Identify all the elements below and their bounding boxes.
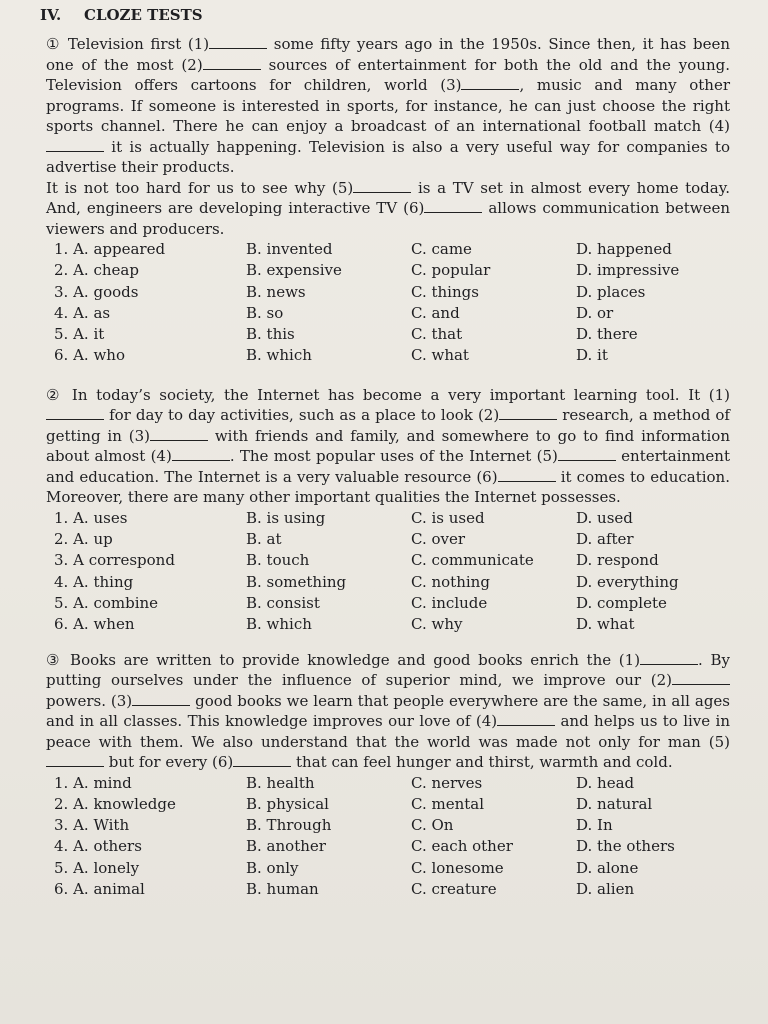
passage-segment: . The most popular uses of the Internet (5): [229, 447, 558, 466]
option-c: [411, 303, 576, 324]
option-a: [54, 858, 246, 879]
option-d: [576, 260, 741, 281]
option-b: [246, 815, 411, 836]
passage-marker: ①: [46, 35, 68, 53]
question-number: 2.: [54, 530, 74, 549]
option-text: A. up: [73, 530, 113, 549]
option-text: B. which: [246, 615, 312, 634]
option-b: [246, 345, 411, 366]
question-number: 5.: [54, 325, 74, 344]
answer-blank[interactable]: [672, 670, 730, 685]
question-number: 4.: [54, 572, 74, 591]
passage-segment: good books we learn that people everywhere are the same, in all ages and in all classes. This knowledge improves our love of (4): [46, 691, 730, 731]
question-number: 3.: [54, 551, 74, 570]
option-b: [246, 550, 411, 571]
option-text: B. Through: [246, 816, 332, 835]
page-content: [40, 6, 730, 900]
answer-blank[interactable]: [172, 446, 230, 461]
option-text: A. others: [73, 837, 142, 856]
option-text: B. news: [246, 282, 306, 301]
option-text: B. which: [246, 346, 312, 365]
question-number: 2.: [54, 261, 74, 280]
option-text: C. nothing: [411, 572, 490, 591]
option-a: [54, 529, 246, 550]
option-text: B. touch: [246, 551, 310, 570]
option-text: A. animal: [73, 880, 145, 899]
option-text: B. physical: [246, 794, 329, 813]
answer-blank[interactable]: [203, 55, 261, 70]
question-number: 1.: [54, 773, 74, 792]
question-number: 6.: [54, 346, 74, 365]
option-b: [246, 282, 411, 303]
passage-segment: that can feel hunger and thirst, warmth and cold.: [291, 753, 673, 772]
option-text: D. places: [576, 282, 646, 301]
answer-blank[interactable]: [150, 426, 208, 441]
option-text: C. popular: [411, 261, 491, 280]
option-d: [576, 815, 741, 836]
option-d: [576, 345, 741, 366]
passage-segment: powers. (3): [46, 691, 133, 710]
option-d: [576, 303, 741, 324]
passage-segment: . By putting ourselves under the influence of superior mind, we improve our (2): [46, 650, 730, 690]
passage-segment: Television first (1): [67, 35, 210, 53]
option-text: C. include: [411, 593, 488, 612]
option-c: [411, 614, 576, 635]
answer-blank[interactable]: [424, 198, 482, 213]
option-text: C. that: [411, 325, 463, 344]
option-text: C. On: [411, 816, 454, 835]
option-text: B. this: [246, 325, 295, 344]
passage-segment: for day to day activities, such as a place to look (2): [104, 406, 500, 425]
option-text: C. what: [411, 346, 469, 365]
answer-blank[interactable]: [46, 752, 104, 767]
question-number: 4.: [54, 303, 74, 322]
passage-segment: it comes to education. Moreover, there are many other important qualities the Internet possesses.: [46, 467, 730, 507]
option-c: [411, 260, 576, 281]
option-text: B. is using: [246, 508, 326, 527]
option-a: [54, 614, 246, 635]
passage-segment: is a TV set in almost every home today. And, engineers are developing interactive TV (6): [46, 178, 730, 217]
option-text: A. lonely: [73, 858, 140, 877]
option-c: [411, 345, 576, 366]
option-text: D. head: [576, 773, 635, 792]
option-text: A. With: [73, 816, 130, 835]
option-text: D. happened: [576, 240, 672, 258]
option-d: [576, 773, 741, 794]
passage-segment: research, a method of getting in (3): [46, 406, 730, 445]
option-a: [54, 282, 246, 303]
answer-blank[interactable]: [497, 711, 555, 726]
option-b: [246, 324, 411, 345]
option-text: C. is used: [411, 508, 485, 527]
option-text: D. natural: [576, 794, 653, 813]
option-b: [246, 572, 411, 593]
option-text: A. cheap: [73, 261, 139, 280]
option-text: A. thing: [73, 572, 134, 591]
option-text: B. only: [246, 858, 299, 877]
option-c: [411, 508, 576, 529]
answer-blank[interactable]: [132, 691, 190, 706]
option-a: [54, 260, 246, 281]
option-d: [576, 239, 741, 260]
option-text: D. alone: [576, 858, 639, 877]
passage-marker: ③: [46, 650, 71, 669]
option-d: [576, 614, 741, 635]
option-text: A. knowledge: [73, 794, 176, 813]
option-c: [411, 239, 576, 260]
question-number: 6.: [54, 615, 74, 634]
option-b: [246, 508, 411, 529]
option-c: [411, 593, 576, 614]
question-number: 3.: [54, 282, 74, 301]
option-a: [54, 773, 246, 794]
option-a: [54, 324, 246, 345]
option-a: [54, 572, 246, 593]
option-text: B. human: [246, 880, 319, 899]
question-number: 3.: [54, 816, 74, 835]
option-text: D. the others: [576, 837, 675, 856]
option-b: [246, 836, 411, 857]
option-a: [54, 508, 246, 529]
option-text: C. and: [411, 303, 460, 322]
option-text: A. combine: [73, 593, 159, 612]
answer-blank[interactable]: [46, 137, 104, 152]
option-text: B. consist: [246, 593, 320, 612]
option-b: [246, 614, 411, 635]
option-c: [411, 794, 576, 815]
option-text: C. mental: [411, 794, 485, 813]
option-c: [411, 282, 576, 303]
answer-blank[interactable]: [499, 405, 557, 420]
option-text: A. goods: [73, 282, 139, 301]
answer-options: [40, 239, 730, 367]
option-text: D. impressive: [576, 261, 680, 280]
option-text: D. or: [576, 303, 614, 322]
passage-3: [40, 650, 730, 901]
question-number: 2.: [54, 794, 74, 813]
option-c: [411, 773, 576, 794]
question-number: 1.: [54, 240, 74, 258]
question-number: 4.: [54, 837, 74, 856]
option-text: D. alien: [576, 880, 635, 899]
option-c: [411, 550, 576, 571]
option-text: D. there: [576, 325, 638, 344]
option-d: [576, 593, 741, 614]
answer-blank[interactable]: [558, 446, 616, 461]
option-d: [576, 508, 741, 529]
answer-blank[interactable]: [209, 34, 267, 49]
option-text: C. nerves: [411, 773, 483, 792]
passage-segment: sources of entertainment for both the old and the young. Television offers cartoons for children, world (3): [46, 55, 730, 94]
section-heading: [40, 6, 730, 24]
option-d: [576, 858, 741, 879]
option-c: [411, 879, 576, 900]
passage-segment: but for every (6): [104, 753, 234, 772]
passage-segment: Books are written to provide knowledge and good books enrich the (1): [70, 650, 641, 669]
option-a: [54, 593, 246, 614]
option-text: A. mind: [73, 773, 132, 792]
option-b: [246, 773, 411, 794]
option-b: [246, 239, 411, 260]
option-text: A. as: [73, 303, 111, 322]
option-c: [411, 529, 576, 550]
question-number: 6.: [54, 880, 74, 899]
option-text: C. things: [411, 282, 479, 301]
section-title: CLOZE TESTS: [84, 6, 203, 24]
option-c: [411, 858, 576, 879]
option-text: C. came: [411, 240, 472, 258]
option-b: [246, 303, 411, 324]
option-text: B. so: [246, 303, 284, 322]
question-number: 5.: [54, 593, 74, 612]
option-text: D. it: [576, 346, 608, 365]
option-text: D. what: [576, 615, 635, 634]
option-text: B. health: [246, 773, 315, 792]
option-text: D. after: [576, 530, 634, 549]
option-c: [411, 572, 576, 593]
option-text: A correspond: [73, 551, 175, 570]
option-text: D. used: [576, 508, 633, 527]
passage-segment: it is actually happening. Television is also a very useful way for companies to advertise their products.: [46, 137, 730, 176]
option-text: B. another: [246, 837, 326, 856]
option-b: [246, 593, 411, 614]
passage-text: [40, 385, 730, 508]
option-a: [54, 303, 246, 324]
option-text: C. why: [411, 615, 463, 634]
option-d: [576, 836, 741, 857]
option-text: A. uses: [73, 508, 128, 527]
option-d: [576, 794, 741, 815]
option-d: [576, 324, 741, 345]
option-text: C. over: [411, 530, 466, 549]
passage-2: [40, 385, 730, 636]
passage-1: [40, 34, 730, 367]
option-text: D. respond: [576, 551, 659, 570]
option-a: [54, 239, 246, 260]
option-b: [246, 858, 411, 879]
answer-blank[interactable]: [353, 178, 411, 193]
option-text: A. appeared: [73, 240, 166, 258]
option-b: [246, 529, 411, 550]
option-a: [54, 879, 246, 900]
answer-blank[interactable]: [46, 405, 104, 420]
passage-segment: and helps us to live in peace with them. We also understand that the world was made not only for man (5): [46, 712, 730, 751]
passage-segment: with friends and family, and somewhere to go to find information about almost (4): [46, 426, 730, 466]
option-b: [246, 794, 411, 815]
option-d: [576, 550, 741, 571]
passage-text: [40, 34, 730, 239]
section-number: IV.: [40, 6, 62, 24]
option-a: [54, 794, 246, 815]
option-text: A. it: [73, 325, 105, 344]
option-b: [246, 260, 411, 281]
option-c: [411, 324, 576, 345]
option-a: [54, 836, 246, 857]
option-text: D. In: [576, 816, 613, 835]
option-d: [576, 879, 741, 900]
question-number: 1.: [54, 508, 74, 527]
option-text: A. when: [73, 615, 135, 634]
option-text: D. complete: [576, 593, 667, 612]
option-text: B. invented: [246, 240, 333, 258]
passage-segment: It is not too hard for us to see why (5): [46, 178, 354, 197]
question-number: 5.: [54, 858, 74, 877]
option-c: [411, 836, 576, 857]
passage-segment: , music and many other programs. If someone is interested in sports, for instance, he can just choose the right sports channel. There he can enjoy a broadcast of an international football match (4): [46, 76, 730, 135]
option-text: C. lonesome: [411, 858, 504, 877]
option-text: C. each other: [411, 837, 513, 856]
answer-blank[interactable]: [233, 752, 291, 767]
option-text: A. who: [73, 346, 125, 365]
option-a: [54, 550, 246, 571]
option-c: [411, 815, 576, 836]
option-d: [576, 572, 741, 593]
option-text: B. something: [246, 572, 347, 591]
passage-marker: ②: [46, 385, 72, 404]
passage-text: [40, 650, 730, 773]
option-d: [576, 529, 741, 550]
option-b: [246, 879, 411, 900]
answer-blank[interactable]: [498, 467, 556, 482]
passage-segment: entertainment and education. The Internet is a very valuable resource (6): [46, 447, 730, 486]
option-a: [54, 345, 246, 366]
passage-segment: allows communication between viewers and producers.: [46, 199, 730, 238]
option-d: [576, 282, 741, 303]
answer-blank[interactable]: [640, 650, 698, 665]
option-a: [54, 815, 246, 836]
option-text: D. everything: [576, 572, 679, 591]
option-text: C. creature: [411, 880, 497, 899]
passage-segment: some fifty years ago in the 1950s. Since then, it has been one of the most (2): [46, 35, 730, 74]
answer-options: [40, 773, 730, 901]
answer-options: [40, 508, 730, 636]
answer-blank[interactable]: [461, 75, 519, 90]
option-text: B. expensive: [246, 261, 342, 280]
passage-segment: In today’s society, the Internet has become a very important learning tool. It (1): [71, 385, 731, 404]
option-text: C. communicate: [411, 551, 534, 570]
option-text: B. at: [246, 530, 282, 549]
